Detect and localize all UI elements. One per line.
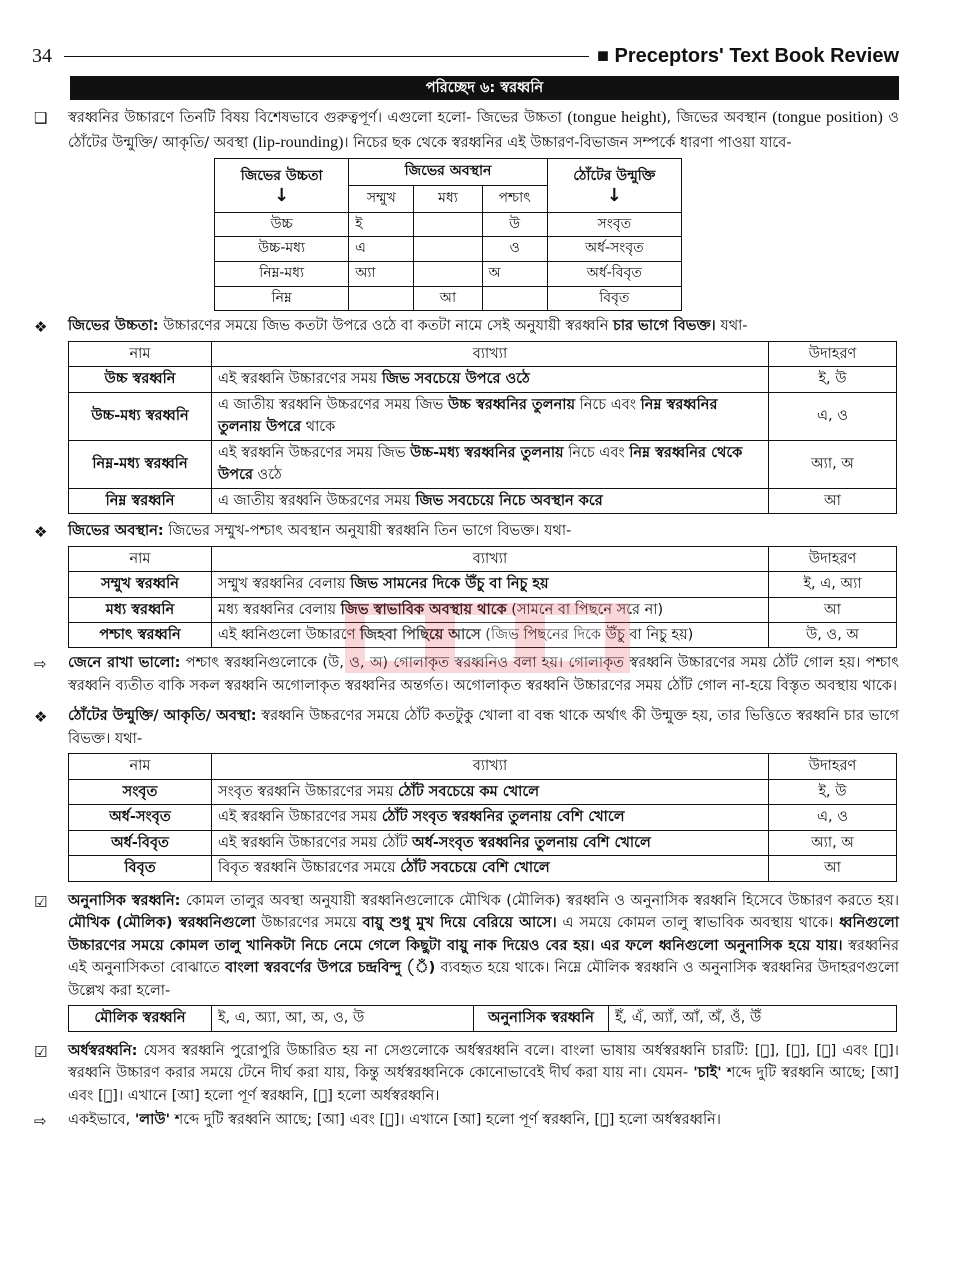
chapter-title: পরিচ্ছেদ ৬: স্বরধ্বনি [70,76,899,100]
sub-mid: মধ্য [414,185,482,212]
table-row: সংবৃত সংবৃত স্বরধ্বনি উচ্চারণের সময় ঠোঁট সবচেয়ে কম খোলে ই, উ [69,779,897,804]
nasal-section: ☑ অনুনাসিক স্বরধ্বনি: কোমল তালুর অবস্থা অনুযায়ী স্বরধ্বনিগুলোকে মৌখিক (মৌলিক) স্বরধ্বনি ও অনুনাসিক স্বরধ্বনি হিসেবে উচ্চারণ করতে হয়। মৌখিক (মৌলিক) স্বরধ্বনিগুলো উচ্চারণের সময়ে বায়ু শুধু মুখ দিয়ে বেরিয়ে আসে। এ সময়ে কোমল তালু স্বাভাবিক অবস্থায় থাকে। ধ্বনিগুলো উচ্চারণের সময়ে কোমল তালু খানিকটা নিচে নেমে গেলে কিছুটা বায়ু নাক দিয়েও বের হয়। এর ফলে ধ্বনিগুলো অনুনাসিক হয়ে যায়। স্বরধ্বনির এই অনুনাসিকতা বোঝাতে বাংলা স্বরবর্ণের উপরে চন্দ্রবিন্দু (ঁ) ব্যবহৃত হয়ে থাকে। নিম্নে মৌলিক স্বরধ্বনি ও অনুনাসিক স্বরধ্বনির উদাহরণগুলো উল্লেখ করা হলো- [34,892,900,999]
diamond-bullet-icon: ❖ [34,318,48,337]
position-table [68,546,897,649]
diamond-bullet-icon: ❖ [34,708,48,727]
arrow-bullet-icon: ⇨ [34,1112,47,1131]
semivowel-section: ☑ অর্ধস্বরধ্বনি: যেসব স্বরধ্বনি পুরোপুরি উচ্চারিত হয় না সেগুলোকে অর্ধস্বরধ্বনি বলে। বাংলা ভাষায় অর্ধস্বরধ্বনি চারটি: [ই̯], [উ̯], [এ̯] এবং [ও̯]। স্বরধ্বনি উচ্চারণ করার সময়ে টেনে দীর্ঘ করা যায়, কিন্তু অর্ধস্বরধ্বনিকে কোনোভাবেই দীর্ঘ করা যায় না। যেমন- 'চাই' শব্দে দুটি স্বরধ্বনি আছে; [আ] এবং [ই̯]। এখানে [আ] হলো পূর্ণ স্বরধ্বনি, [ই̯] হলো অর্ধস্বরধ্বনি। [34,1043,899,1104]
col-lip-header: ঠোঁটের উন্মুক্তি [573,168,656,185]
table-row: উচ্চ-মধ্য স্বরধ্বনি এ জাতীয় স্বরধ্বনি উচ্চরণের সময় জিভ উচ্চ স্বরধ্বনির তুলনায় নিচে এবং নিম্ন স্বরধ্বনির তুলনায় উপরে থাকে এ, ও [69,392,897,440]
table-row: পশ্চাৎ স্বরধ্বনি এই ধ্বনিগুলো উচ্চারণে জিহবা পিছিয়ে আসে (জিভ পিছনের দিকে উঁচু বা নিচু হয়) উ, ও, অ [69,622,897,647]
position-section-intro: ❖ জিভের অবস্থান: জিভের সম্মুখ-পশ্চাৎ অবস্থান অনুযায়ী স্বরধ্বনি তিন ভাগে বিভক্ত। যথা- [32,520,899,542]
checkbox-bullet-icon: ☑ [34,892,48,911]
table-row: উচ্চ-মধ্য এ ও অর্ধ-সংবৃত [215,237,682,262]
arrow-bullet-icon: ⇨ [34,655,47,674]
col-height-header: জিভের উচ্চতা [240,168,323,185]
table-header-row: নাম ব্যাখ্যা উদাহরণ [69,546,897,571]
table-row: নিম্ন-মধ্য অ্যা অ অর্ধ-বিবৃত [215,261,682,286]
page-number: 34 [32,44,52,67]
note-lau: ⇨ একইভাবে, 'লাউ' শব্দে দুটি স্বরধ্বনি আছে; [আ] এবং [উ̯]। এখানে [আ] হলো পূর্ণ স্বরধ্বনি, [উ̯] হলো অর্ধস্বরধ্বনি। [32,1109,899,1131]
down-arrow-icon: ↓ [606,184,622,206]
sub-back: পশ্চাৎ [482,185,547,212]
table-row: বিবৃত বিবৃত স্বরধ্বনি উচ্চারণের সময়ে ঠোঁট সবচেয়ে বেশি খোলে আ [69,856,897,881]
intro-paragraph: ❑ স্বরধ্বনির উচ্চারণে তিনটি বিষয় বিশেষভাবে গুরুত্বপূর্ণ। এগুলো হলো- জিভের উচ্চতা (tongue height), জিভের অবস্থান (tongue position) ও ঠোঁটের উন্মুক্তি/ আকৃতি/ অবস্থা (lip-rounding)। নিচের ছক থেকে স্বরধ্বনির এই উচ্চারণ-বিভাজন সম্পর্কে ধারণা পাওয়া যাবে- [34,109,899,151]
table-header-row: নাম ব্যাখ্যা উদাহরণ [69,341,897,366]
table-row: অর্ধ-বিবৃত এই স্বরধ্বনি উচ্চারণের সময় ঠোঁট অর্ধ-সংবৃত স্বরধ্বনির তুলনায় বেশি খোলে অ্যা, অ [69,830,897,855]
table-row: উচ্চ ই উ সংবৃত [215,212,682,237]
vowel-chart-table [214,158,682,312]
page-header [32,40,899,72]
oral-label: মৌলিক স্বরধ্বনি [69,1006,212,1032]
note-good-to-know: ⇨ জেনে রাখা ভালো: পশ্চাৎ স্বরধ্বনিগুলোকে (উ, ও, অ) গোলাকৃত স্বরধ্বনিও বলা হয়। গোলাকৃত স্বরধ্বনি উচ্চারণের সময় ঠোঁট গোল হয়। পশ্চাৎ স্বরধ্বনি ব্যতীত বাকি সকল স্বরধ্বনি অগোলাকৃত স্বরধ্বনির অন্তর্গত। অগোলাকৃত স্বরধ্বনি উচ্চারণের সময় ঠোঁট গোল না-হয়ে বিস্তৃত অবস্থায় থাকে। [34,655,899,694]
nasal-label: অনুনাসিক স্বরধ্বনি [474,1006,609,1032]
nasal-list: ইঁ, এঁ, অ্যাঁ, আঁ, অঁ, ওঁ, উঁ [609,1006,897,1032]
table-header-row: নাম ব্যাখ্যা উদাহরণ [69,754,897,779]
table-row: নিম্ন আ বিবৃত [215,286,682,311]
table-row: উচ্চ স্বরধ্বনি এই স্বরধ্বনি উচ্চারণের সময় জিভ সবচেয়ে উপরে ওঠে ই, উ [69,367,897,392]
lip-section-intro: ❖ ঠোঁটের উন্মুক্তি/ আকৃতি/ অবস্থা: স্বরধ্বনি উচ্চরণের সময়ে ঠোঁট কতটুকু খোলা বা বন্ধ থাকে অর্থাৎ কী উন্মুক্ত হয়, তার ভিত্তিতে স্বরধ্বনি চার ভাগে বিভক্ত। যথা- [34,708,899,747]
table-row: নিম্ন-মধ্য স্বরধ্বনি এই স্বরধ্বনি উচ্চরণের সময় জিভ উচ্চ-মধ্য স্বরধ্বনির তুলনায় নিচে এবং নিম্ন স্বরধ্বনির থেকে উপরে ওঠে অ্যা, অ [69,440,897,488]
down-arrow-icon: ↓ [274,184,290,206]
oral-list: ই, এ, অ্যা, আ, অ, ও, উ [212,1006,474,1032]
sub-front: সম্মুখ [349,185,414,212]
lip-table [68,753,897,881]
table-row: নিম্ন স্বরধ্বনি এ জাতীয় স্বরধ্বনি উচ্চরণের সময় জিভ সবচেয়ে নিচে অবস্থান করে আ [69,488,897,513]
book-title: ■ Preceptors' Text Book Review [596,44,899,67]
checkbox-bullet-icon: ☑ [34,1043,48,1061]
table-row: সম্মুখ স্বরধ্বনি সম্মুখ স্বরধ্বনির বেলায় জিভ সামনের দিকে উঁচু বা নিচু হয় ই, এ, অ্যা [69,572,897,597]
table-row: অর্ধ-সংবৃত এই স্বরধ্বনি উচ্চারণের সময় ঠোঁট সংবৃত স্বরধ্বনির তুলনায় বেশি খোলে এ, ও [69,805,897,830]
table-row: মধ্য স্বরধ্বনি মধ্য স্বরধ্বনির বেলায় জিভ স্বাভাবিক অবস্থায় থাকে (সামনে বা পিছনে সরে না) আ [69,597,897,622]
header-rule [64,56,589,57]
col-position-header: জিভের অবস্থান [349,158,547,185]
oral-nasal-table [68,1005,897,1032]
height-section-intro: ❖ জিভের উচ্চতা: উচ্চারণের সময়ে জিভ কতটা উপরে ওঠে বা কতটা নামে সেই অনুযায়ী স্বরধ্বনি চার ভাগে বিভক্ত। যথা- [32,315,899,337]
square-bullet-icon: ❑ [34,109,48,127]
table-row [69,1006,897,1032]
diamond-bullet-icon: ❖ [34,523,48,542]
height-table [68,341,897,514]
